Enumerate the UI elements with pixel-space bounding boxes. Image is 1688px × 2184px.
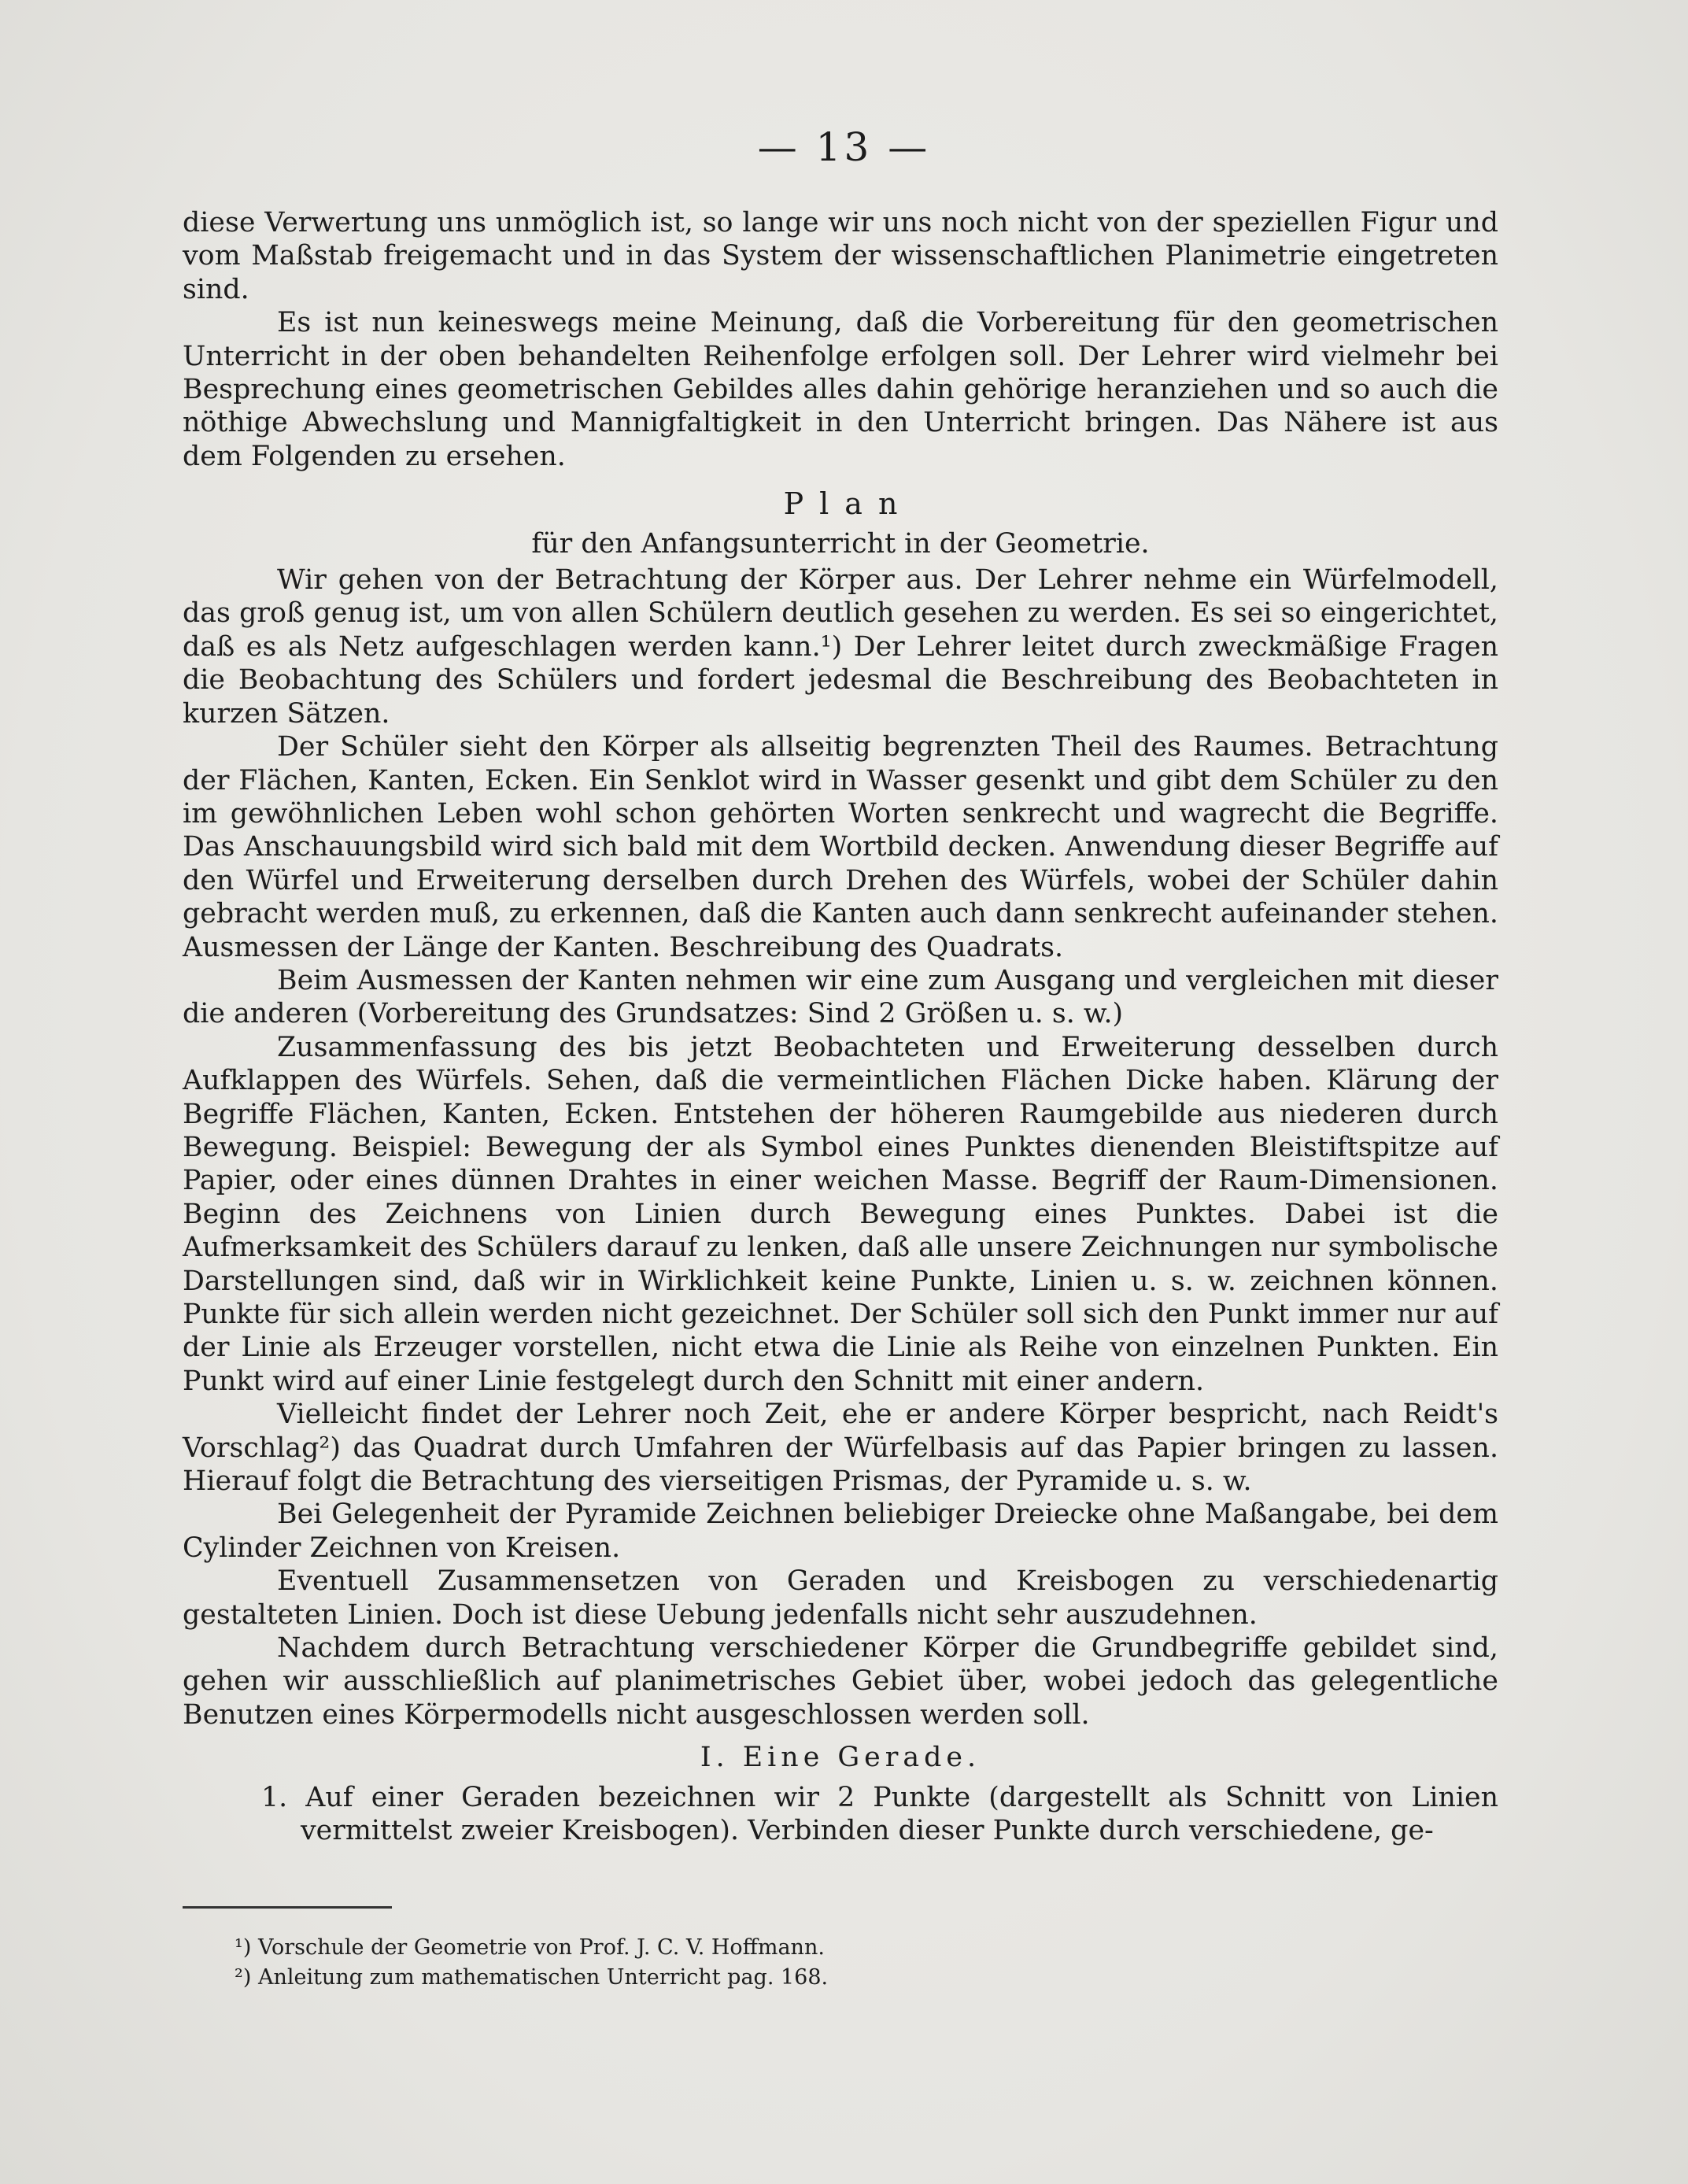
paragraph: Vielleicht findet der Lehrer noch Zeit, ehe er andere Körper bespricht, nach Reidt's Vorschlag²) das Quadrat durch Umfahren der Würfelbasis auf das Papier bringen zu lassen. Hierauf folgt die Betrachtung des vierseitigen Prismas, der Pyramide u. s. w. bbox=[183, 1399, 1498, 1498]
plan-heading: Plan bbox=[783, 486, 914, 522]
paragraph: Nachdem durch Betrachtung verschiedener Körper die Grundbegriffe gebildet sind, gehen wir ausschließlich auf planimetrisches Gebiet über, wobei jedoch das gelegentliche Benutzen eines Körpermodells nicht ausgeschlossen werden soll. bbox=[183, 1632, 1498, 1731]
paragraph: Es ist nun keineswegs meine Meinung, daß die Vorbereitung für den geometrischen Unterricht in der oben behandelten Reihenfolge erfolgen soll. Der Lehrer wird vielmehr bei Besprechung eines geometrischen Gebildes alles dahin gehörige heranziehen und so auch die nöthige Abwechslung und Mannigfaltigkeit in den Unterricht bringen. Das Nähere ist aus dem Folgenden zu ersehen. bbox=[183, 307, 1498, 472]
footnote: ¹) Vorschule der Geometrie von Prof. J. C. V. Hoffmann. bbox=[235, 1935, 825, 1960]
paragraph: Wir gehen von der Betrachtung der Körper aus. Der Lehrer nehme ein Würfelmodell, das groß genug ist, um von allen Schülern deutlich gesehen zu werden. Es sei so eingerichtet, daß es als Netz aufgeschlagen werden kann.¹) Der Lehrer leitet durch zweckmäßige Fragen die Beobachtung des Schülers und fordert jedesmal die Beschreibung des Beobachteten in kurzen Sätzen. bbox=[183, 564, 1498, 730]
section-heading: I. Eine Gerade. bbox=[700, 1742, 981, 1774]
paragraph: Eventuell Zusammensetzen von Geraden und Kreisbogen zu verschiedenartig gestalteten Linien. Doch ist diese Uebung jedenfalls nicht sehr auszudehnen. bbox=[183, 1565, 1498, 1631]
footnote: ²) Anleitung zum mathematischen Unterricht pag. 168. bbox=[235, 1965, 829, 1990]
paragraph: Zusammenfassung des bis jetzt Beobachteten und Erweiterung desselben durch Aufklappen des Würfels. Sehen, daß die vermeintlichen Flächen Dicke haben. Klärung der Begriffe Flächen, Kanten, Ecken. Entstehen der höheren Raumgebilde aus niederen durch Bewegung. Beispiel: Bewegung der als Symbol eines Punktes dienenden Bleistiftspitze auf Papier, oder eines dünnen Drahtes in einer weichen Masse. Begriff der Raum-Dimensionen. Beginn des Zeichnens von Linien durch Bewegung eines Punktes. Dabei ist die Aufmerksamkeit des Schülers darauf zu lenken, daß alle unsere Zeichnungen nur symbolische Darstellungen sind, daß wir in Wirklichkeit keine Punkte, Linien u. s. w. zeichnen können. Punkte für sich allein werden nicht gezeichnet. Der Schüler soll sich den Punkt immer nur auf der Linie als Erzeuger vorstellen, nicht etwa die Linie als Reihe von einzelnen Punkten. Ein Punkt wird auf einer Linie festgelegt durch den Schnitt mit einer andern. bbox=[183, 1031, 1498, 1397]
paragraph: Beim Ausmessen der Kanten nehmen wir eine zum Ausgang und vergleichen mit dieser die anderen (Vorbereitung des Grundsatzes: Sind 2 Größen u. s. w.) bbox=[183, 964, 1498, 1030]
footnotes bbox=[235, 1933, 828, 1993]
numbered-item: 1. Auf einer Geraden bezeichnen wir 2 Punkte (dargestellt als Schnitt von Linien vermittelst zweier Kreisbogen). Verbinden dieser Punkte durch verschiedene, ge- bbox=[261, 1781, 1498, 1847]
paragraph-continued: diese Verwertung uns unmöglich ist, so lange wir uns noch nicht von der speziellen Figur und vom Maßstab freigemacht und in das System der wissenschaftlichen Planimetrie eingetreten sind. bbox=[183, 207, 1498, 305]
page-body bbox=[183, 206, 1498, 1848]
paragraph: Der Schüler sieht den Körper als allseitig begrenzten Theil des Raumes. Betrachtung der Flächen, Kanten, Ecken. Ein Senklot wird in Wasser gesenkt und gibt dem Schüler zu den im gewöhnlichen Leben wohl schon gehörten Worten senkrecht und wagrecht die Begriffe. Das Anschauungsbild wird sich bald mit dem Wortbild decken. Anwendung dieser Begriffe auf den Würfel und Erweiterung derselben durch Drehen des Würfels, wobei der Schüler dahin gebracht werden muß, zu erkennen, daß die Kanten auch dann senkrecht aufeinander stehen. Ausmessen der Länge der Kanten. Beschreibung des Quadrats. bbox=[183, 731, 1498, 963]
paragraph: Bei Gelegenheit der Pyramide Zeichnen beliebiger Dreiecke ohne Maßangabe, bei dem Cylinder Zeichnen von Kreisen. bbox=[183, 1498, 1498, 1564]
page-number: — 13 — bbox=[757, 124, 931, 170]
footnote-divider bbox=[183, 1906, 392, 1909]
plan-subheading: für den Anfangsunterricht in der Geometrie. bbox=[531, 527, 1150, 560]
